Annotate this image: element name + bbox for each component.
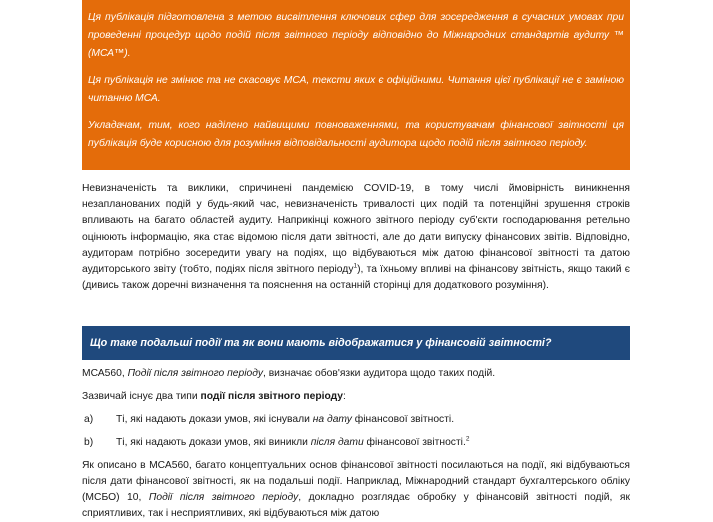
footnote-ref-2[interactable]: 2 <box>465 435 470 443</box>
isa560-title: Події після звітного періоду <box>127 368 263 379</box>
list-text <box>116 412 454 428</box>
list-marker: b) <box>84 437 94 448</box>
closing-paragraph <box>82 458 630 522</box>
types-colon: : <box>343 391 346 402</box>
intro-text-continued: ), та їхньому впливі на фінансову звітність, якщо такий є (дивись також доречні визначення та пояснення на останній сторінці для додаткового розуміння). <box>82 264 630 292</box>
isa560-rest: , визначає обов'язки аудитора щодо таких подій. <box>262 368 496 379</box>
intro-paragraph <box>82 181 630 294</box>
list-text-after: фінансової звітності. <box>351 414 455 425</box>
notice-paragraph-3: Укладачам, тим, кого наділено найвищими повноваженнями, та користувачам фінансової звітності ця публікація буде корисною для розуміння відповідальності аудитора щодо подій після звітного періоду. <box>88 120 624 149</box>
section-heading: Що таке подальші події та як вони мають відображатися у фінансовій звітності? <box>90 337 552 349</box>
types-paragraph <box>82 389 630 405</box>
list-text <box>116 435 469 451</box>
list-text-before: Ті, які надають докази умов, які існували <box>116 414 313 425</box>
list-text-before: Ті, які надають докази умов, які виникли <box>116 437 311 448</box>
types-bold: події після звітного періоду <box>200 391 344 402</box>
list-text-after: фінансової звітності. <box>363 437 466 448</box>
list-text-italic: після дати <box>310 437 364 448</box>
footnote-ref-1[interactable]: 1 <box>353 262 358 270</box>
notice-paragraph-2: Ця публікація не змінює та не скасовує МСА, тексти яких є офіційними. Читання цієї публікації не є заміною читанню МСА. <box>88 75 624 104</box>
notice-paragraph-1: Ця публікація підготовлена з метою висвітлення ключових сфер для зосередження в сучасних умовах при проведенні процедур щодо подій після звітного періоду відповідно до Міжнародних стандартів аудиту ™ (МСА™). <box>88 12 624 59</box>
isa560-paragraph <box>82 366 630 382</box>
intro-text: Невизначеність та виклики, спричинені пандемією COVID-19, в тому числі ймовірність виникнення незапланованих подій у будь-який час, невизначеність тривалості цих подій та потенційні зрушення строків впливають на багато областей аудиту. Наприкінці кожного звітного періоду суб'єкти господарювання ретельно оцінюють інформацію, яка стає відомою після дати звітності, але до дати випуску фінансових звітів. Відповідно, аудиторам потрібно зосередити увагу на подіях, що відбуваються між датою фінансової звітності та датою аудиторського звіту (тобто, подіях після звітного періоду <box>82 183 630 276</box>
list-text-italic: на дату <box>312 414 352 425</box>
closing-text: Як описано в МСА560, багато концептуальних основ фінансової звітності посилаються на події, які відбуваються після дати фінансової звітності, як на подальші події. Наприклад, Міжнародний стандарт бухгалтерського обліку (МСБО) 10, <box>82 460 630 503</box>
closing-text-after: , докладно розглядає обробку у фінансовій звітності подій, як сприятливих, так і несприятливих, які відбуваються між датою <box>82 492 631 519</box>
notice-box <box>82 0 630 170</box>
isa560-code: МСА560, <box>82 368 128 379</box>
types-lead: Зазвичай існує два типи <box>82 391 201 402</box>
closing-italic: Події після звітного періоду <box>148 492 299 503</box>
section-heading-box <box>82 326 630 360</box>
list-marker: a) <box>84 414 94 425</box>
